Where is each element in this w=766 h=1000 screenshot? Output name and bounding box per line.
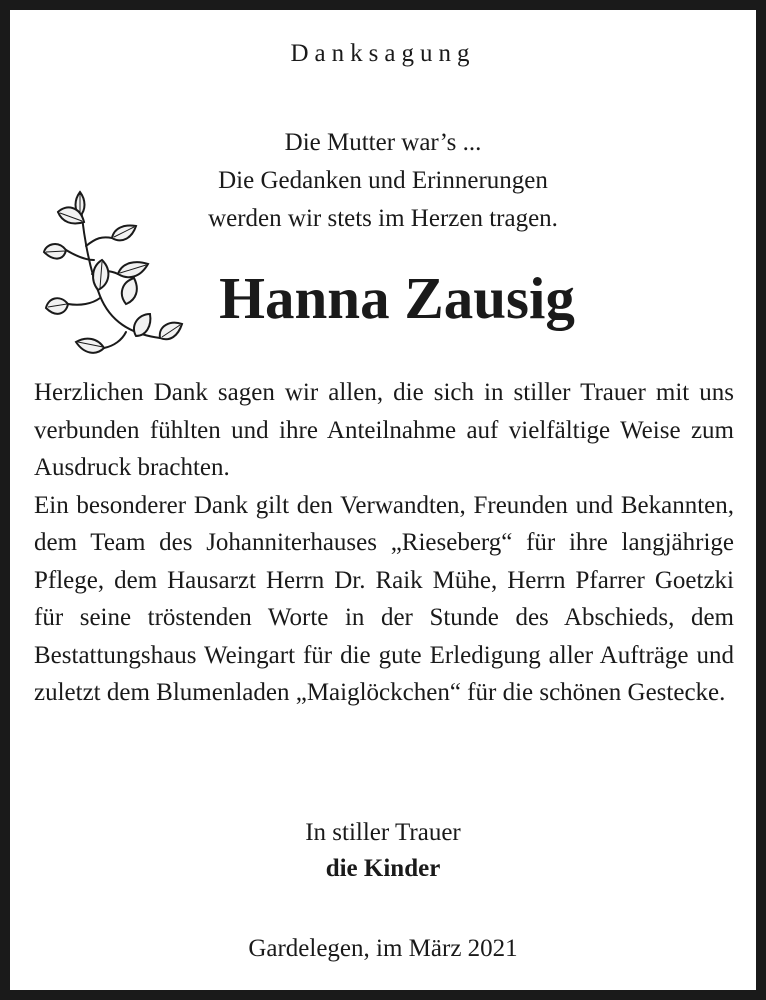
thanks-body [34,374,734,712]
quote-line: werden wir stets im Herzen tragen. [208,205,558,232]
notice-heading: Danksagung [290,40,476,67]
place-and-date: Gardelegen, im März 2021 [248,935,518,962]
deceased-name: Hanna Zausig [219,265,575,331]
thanks-paragraph: Ein besonderer Dank gilt den Verwandten, Freunden und Bekannten, dem Team des Johanniterhauses „Rieseberg“ für ihre langjährige Pflege, dem Hausarzt Herrn Dr. Raik Mühe, Herrn Pfarrer Goetzki für seine tröstenden Worte in der Stunde des Abschieds, dem Bestattungshaus Weingart für die gute Erledigung aller Aufträge und zuletzt dem Blumenladen „Maiglöckchen“ für die schönen Gestecke. [34,491,734,706]
closing-block [10,815,756,887]
quote-line: Die Gedanken und Erinnerungen [218,167,548,194]
ivy-branch-icon [40,186,185,358]
thanks-paragraph: Herzlichen Dank sagen wir allen, die sich in stiller Trauer mit uns verbunden fühlten und ihre Anteilnahme auf vielfältige Weise zum Ausdruck brachten. [34,379,734,481]
signature: die Kinder [325,855,441,882]
quote-line: Die Mutter war’s ... [284,129,482,156]
closing-line: In stiller Trauer [305,819,461,846]
